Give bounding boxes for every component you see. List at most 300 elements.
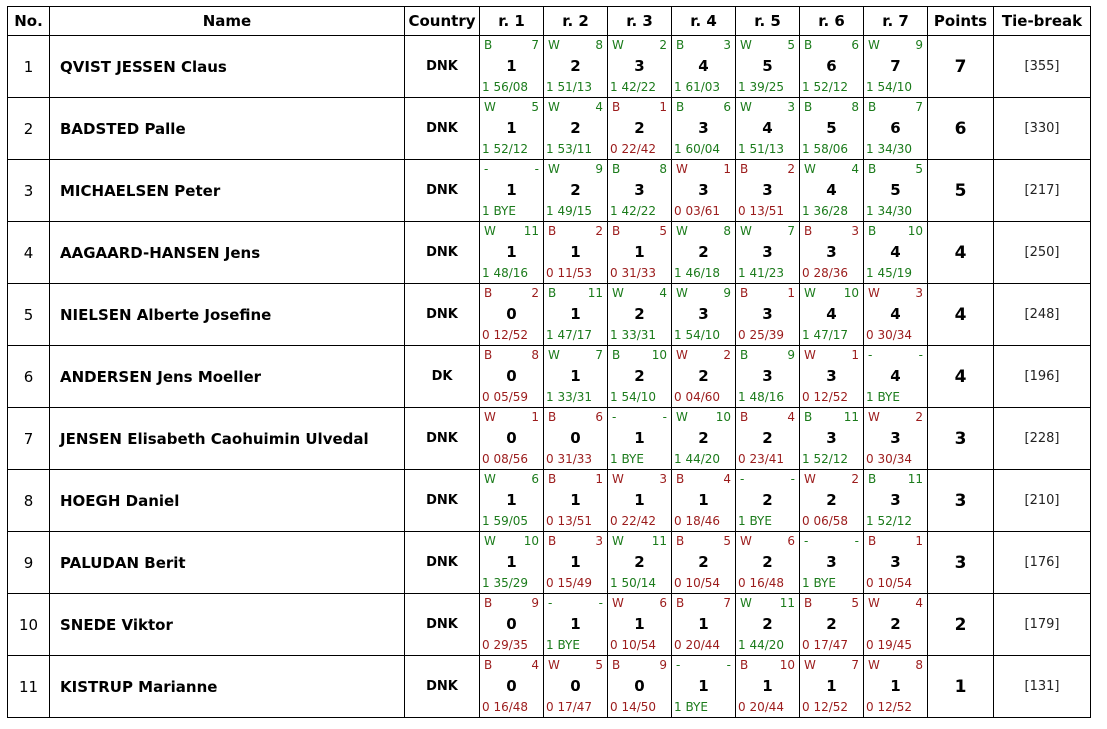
round-score: 1 [570, 491, 581, 509]
round-opponent: 10 [779, 658, 795, 672]
round-color: W [676, 162, 688, 176]
player-name: NIELSEN Alberte Josefine [50, 284, 405, 346]
round-score: 6 [890, 119, 901, 137]
round-opponent: 10 [907, 224, 923, 238]
round-opponent: 3 [723, 38, 731, 52]
round-result [736, 98, 799, 159]
round-score: 2 [826, 615, 837, 633]
round-score: 1 [698, 677, 709, 695]
player-country: DNK [405, 160, 480, 222]
round-opponent: 7 [915, 100, 923, 114]
player-name: BADSTED Palle [50, 98, 405, 160]
round-color: W [804, 348, 816, 362]
round-color: - [484, 162, 489, 176]
round-result [480, 656, 543, 717]
round-score: 3 [890, 429, 901, 447]
round-opponent: 8 [531, 348, 539, 362]
round-opponent: 4 [723, 472, 731, 486]
round-opponent: 2 [787, 162, 795, 176]
table-row [8, 470, 1091, 532]
round-opponent: 9 [595, 162, 603, 176]
round-detail: 0 10/54 [610, 638, 657, 652]
round-cell [864, 284, 928, 346]
table-row [8, 160, 1091, 222]
round-score: 1 [506, 181, 517, 199]
round-detail: 1 58/06 [802, 142, 849, 156]
player-number: 4 [8, 222, 50, 284]
round-result [672, 532, 735, 593]
round-color: W [484, 410, 496, 424]
round-cell [800, 222, 864, 284]
round-color: W [612, 472, 624, 486]
round-result [608, 160, 671, 221]
round-color: W [868, 286, 880, 300]
player-points: 6 [928, 98, 994, 160]
round-detail: 0 31/33 [546, 452, 593, 466]
round-detail: 1 59/05 [482, 514, 529, 528]
round-color: B [484, 596, 493, 610]
round-detail: 1 52/12 [802, 80, 849, 94]
round-color: B [676, 472, 685, 486]
round-detail: 0 18/46 [674, 514, 721, 528]
round-detail: 0 28/36 [802, 266, 849, 280]
round-result [800, 532, 863, 593]
round-detail: 0 12/52 [802, 390, 849, 404]
round-cell [736, 656, 800, 718]
round-result [608, 346, 671, 407]
round-color: B [804, 224, 813, 238]
round-score: 0 [570, 677, 581, 695]
round-result [480, 98, 543, 159]
round-score: 2 [698, 553, 709, 571]
player-points: 3 [928, 470, 994, 532]
round-color: B [612, 162, 621, 176]
round-cell [544, 594, 608, 656]
round-opponent: 4 [531, 658, 539, 672]
round-detail: 1 45/19 [866, 266, 913, 280]
round-opponent: 9 [659, 658, 667, 672]
round-result [672, 160, 735, 221]
round-result [864, 222, 927, 283]
player-tiebreak: [217] [994, 160, 1091, 222]
round-opponent: 1 [659, 100, 667, 114]
round-opponent: 1 [915, 534, 923, 548]
round-detail: 0 15/49 [546, 576, 593, 590]
round-cell [608, 656, 672, 718]
round-detail: 0 16/48 [738, 576, 785, 590]
round-cell [544, 36, 608, 98]
round-score: 7 [890, 57, 901, 75]
round-cell [544, 222, 608, 284]
round-result [480, 408, 543, 469]
round-color: - [804, 534, 809, 548]
player-number: 9 [8, 532, 50, 594]
round-detail: 1 52/12 [482, 142, 529, 156]
round-score: 2 [762, 615, 773, 633]
header-round-2: r. 2 [544, 7, 608, 36]
round-score: 3 [826, 367, 837, 385]
round-detail: 1 46/18 [674, 266, 721, 280]
round-result [864, 656, 927, 717]
round-color: B [612, 100, 621, 114]
round-color: W [612, 596, 624, 610]
round-color: B [804, 38, 813, 52]
round-cell [608, 470, 672, 532]
round-detail: 0 05/59 [482, 390, 529, 404]
round-cell [672, 222, 736, 284]
round-cell [672, 408, 736, 470]
round-detail: 1 42/22 [610, 204, 657, 218]
round-opponent: 5 [851, 596, 859, 610]
round-cell [672, 532, 736, 594]
round-color: B [548, 224, 557, 238]
player-country: DNK [405, 98, 480, 160]
player-tiebreak: [176] [994, 532, 1091, 594]
round-opponent: - [598, 596, 603, 610]
round-cell [544, 656, 608, 718]
round-detail: 0 17/47 [546, 700, 593, 714]
player-points: 1 [928, 656, 994, 718]
round-result [544, 36, 607, 97]
player-points: 2 [928, 594, 994, 656]
player-name: PALUDAN Berit [50, 532, 405, 594]
round-detail: 1 56/08 [482, 80, 529, 94]
round-score: 2 [634, 305, 645, 323]
player-name: JENSEN Elisabeth Caohuimin Ulvedal [50, 408, 405, 470]
round-opponent: - [726, 658, 731, 672]
round-result [480, 532, 543, 593]
round-score: 5 [890, 181, 901, 199]
round-detail: 1 61/03 [674, 80, 721, 94]
round-color: W [804, 286, 816, 300]
round-result [864, 98, 927, 159]
header-round-7: r. 7 [864, 7, 928, 36]
round-opponent: 10 [523, 534, 539, 548]
round-color: W [548, 658, 560, 672]
round-detail: 0 03/61 [674, 204, 721, 218]
player-points: 4 [928, 222, 994, 284]
player-tiebreak: [355] [994, 36, 1091, 98]
round-score: 4 [826, 305, 837, 323]
table-row [8, 98, 1091, 160]
round-result [864, 284, 927, 345]
round-cell [800, 36, 864, 98]
round-detail: 0 20/44 [738, 700, 785, 714]
round-color: B [740, 658, 749, 672]
round-color: W [676, 348, 688, 362]
round-cell [736, 470, 800, 532]
round-result [736, 222, 799, 283]
round-detail: 0 08/56 [482, 452, 529, 466]
round-cell [864, 222, 928, 284]
round-opponent: 2 [531, 286, 539, 300]
round-score: 0 [506, 367, 517, 385]
round-result [736, 656, 799, 717]
round-score: 4 [826, 181, 837, 199]
round-result [800, 470, 863, 531]
round-detail: 0 31/33 [610, 266, 657, 280]
player-tiebreak: [330] [994, 98, 1091, 160]
round-cell [864, 532, 928, 594]
round-score: 2 [634, 553, 645, 571]
round-cell [864, 408, 928, 470]
player-country: DNK [405, 594, 480, 656]
header-round-1: r. 1 [480, 7, 544, 36]
round-color: W [548, 162, 560, 176]
player-name: ANDERSEN Jens Moeller [50, 346, 405, 408]
round-opponent: 11 [779, 596, 795, 610]
round-result [864, 160, 927, 221]
round-cell [736, 532, 800, 594]
round-opponent: 8 [723, 224, 731, 238]
round-detail: 1 54/10 [610, 390, 657, 404]
player-points: 5 [928, 160, 994, 222]
round-result [736, 470, 799, 531]
round-result [736, 594, 799, 655]
round-result [736, 36, 799, 97]
round-color: B [612, 658, 621, 672]
round-score: 2 [570, 57, 581, 75]
round-result [608, 470, 671, 531]
round-color: B [548, 410, 557, 424]
round-opponent: 1 [595, 472, 603, 486]
round-opponent: 1 [531, 410, 539, 424]
round-color: W [740, 38, 752, 52]
round-detail: 1 36/28 [802, 204, 849, 218]
round-cell [672, 656, 736, 718]
round-color: B [740, 410, 749, 424]
player-number: 5 [8, 284, 50, 346]
round-color: - [740, 472, 745, 486]
round-result [544, 470, 607, 531]
round-opponent: 5 [723, 534, 731, 548]
round-color: B [868, 534, 877, 548]
round-color: B [548, 472, 557, 486]
round-cell [800, 532, 864, 594]
round-opponent: 4 [659, 286, 667, 300]
round-color: B [548, 286, 557, 300]
round-score: 2 [762, 553, 773, 571]
round-opponent: - [790, 472, 795, 486]
round-result [736, 160, 799, 221]
round-detail: 1 34/30 [866, 204, 913, 218]
table-row [8, 36, 1091, 98]
round-score: 3 [762, 181, 773, 199]
round-cell [608, 36, 672, 98]
round-result [864, 532, 927, 593]
round-score: 3 [826, 429, 837, 447]
round-opponent: 8 [659, 162, 667, 176]
round-cell [480, 470, 544, 532]
round-result [544, 594, 607, 655]
player-name: KISTRUP Marianne [50, 656, 405, 718]
round-cell [736, 160, 800, 222]
round-result [736, 532, 799, 593]
round-score: 3 [762, 243, 773, 261]
round-cell [480, 408, 544, 470]
round-color: W [868, 38, 880, 52]
round-score: 1 [570, 305, 581, 323]
header-country: Country [405, 7, 480, 36]
round-color: W [548, 348, 560, 362]
round-cell [544, 98, 608, 160]
player-points: 4 [928, 284, 994, 346]
table-row [8, 594, 1091, 656]
round-opponent: 6 [659, 596, 667, 610]
round-cell [800, 594, 864, 656]
player-number: 8 [8, 470, 50, 532]
round-cell [800, 470, 864, 532]
round-opponent: 9 [723, 286, 731, 300]
round-score: 3 [698, 181, 709, 199]
round-result [544, 284, 607, 345]
round-score: 2 [634, 367, 645, 385]
round-cell [800, 346, 864, 408]
round-cell [544, 160, 608, 222]
round-color: - [868, 348, 873, 362]
round-opponent: 11 [651, 534, 667, 548]
round-result [800, 594, 863, 655]
round-opponent: 6 [787, 534, 795, 548]
player-name: QVIST JESSEN Claus [50, 36, 405, 98]
round-color: W [484, 472, 496, 486]
player-tiebreak: [196] [994, 346, 1091, 408]
round-score: 3 [826, 243, 837, 261]
round-cell [864, 656, 928, 718]
round-result [480, 36, 543, 97]
round-result [480, 594, 543, 655]
round-score: 1 [826, 677, 837, 695]
round-opponent: 2 [851, 472, 859, 486]
round-color: B [868, 162, 877, 176]
round-color: B [676, 100, 685, 114]
round-detail: 1 BYE [482, 204, 516, 218]
round-result [672, 408, 735, 469]
round-cell [672, 160, 736, 222]
round-detail: 0 04/60 [674, 390, 721, 404]
round-detail: 0 22/42 [610, 514, 657, 528]
round-opponent: 9 [787, 348, 795, 362]
round-detail: 0 22/42 [610, 142, 657, 156]
round-color: B [804, 596, 813, 610]
header-round-4: r. 4 [672, 7, 736, 36]
round-cell [672, 36, 736, 98]
round-opponent: 6 [595, 410, 603, 424]
round-score: 1 [890, 677, 901, 695]
round-cell [864, 160, 928, 222]
round-score: 3 [826, 553, 837, 571]
round-detail: 0 17/47 [802, 638, 849, 652]
round-result [544, 408, 607, 469]
round-result [480, 346, 543, 407]
round-result [480, 222, 543, 283]
round-opponent: 9 [531, 596, 539, 610]
table-row [8, 222, 1091, 284]
round-detail: 1 41/23 [738, 266, 785, 280]
round-result [672, 656, 735, 717]
round-result [736, 408, 799, 469]
player-number: 7 [8, 408, 50, 470]
round-score: 2 [698, 429, 709, 447]
round-cell [544, 408, 608, 470]
round-result [544, 656, 607, 717]
round-opponent: 3 [851, 224, 859, 238]
round-color: B [484, 658, 493, 672]
round-result [672, 346, 735, 407]
round-color: B [676, 38, 685, 52]
round-result [608, 408, 671, 469]
round-color: W [548, 38, 560, 52]
round-detail: 0 16/48 [482, 700, 529, 714]
table-row [8, 532, 1091, 594]
round-detail: 0 11/53 [546, 266, 593, 280]
round-color: W [804, 658, 816, 672]
round-opponent: 7 [851, 658, 859, 672]
round-detail: 1 39/25 [738, 80, 785, 94]
round-color: B [868, 472, 877, 486]
round-detail: 0 10/54 [674, 576, 721, 590]
round-detail: 1 33/31 [610, 328, 657, 342]
round-color: B [484, 286, 493, 300]
round-detail: 1 54/10 [866, 80, 913, 94]
round-score: 3 [698, 119, 709, 137]
round-score: 0 [506, 429, 517, 447]
round-cell [608, 532, 672, 594]
round-result [608, 36, 671, 97]
round-score: 5 [826, 119, 837, 137]
round-color: B [612, 224, 621, 238]
round-score: 2 [634, 119, 645, 137]
round-detail: 0 10/54 [866, 576, 913, 590]
round-opponent: 11 [523, 224, 539, 238]
round-color: W [484, 100, 496, 114]
round-score: 2 [698, 367, 709, 385]
player-number: 1 [8, 36, 50, 98]
round-detail: 1 48/16 [738, 390, 785, 404]
crosstable [7, 6, 1091, 718]
round-score: 1 [570, 367, 581, 385]
player-tiebreak: [210] [994, 470, 1091, 532]
round-opponent: 10 [651, 348, 667, 362]
round-color: B [740, 348, 749, 362]
player-points: 7 [928, 36, 994, 98]
round-color: - [548, 596, 553, 610]
round-opponent: - [534, 162, 539, 176]
table-row [8, 408, 1091, 470]
round-opponent: 7 [723, 596, 731, 610]
round-detail: 1 33/31 [546, 390, 593, 404]
round-color: - [676, 658, 681, 672]
player-country: DNK [405, 408, 480, 470]
round-detail: 1 44/20 [674, 452, 721, 466]
player-number: 2 [8, 98, 50, 160]
round-detail: 1 42/22 [610, 80, 657, 94]
round-opponent: 4 [851, 162, 859, 176]
round-color: B [740, 286, 749, 300]
round-result [608, 532, 671, 593]
header-tiebreak: Tie-break [994, 7, 1091, 36]
round-detail: 1 47/17 [802, 328, 849, 342]
round-score: 4 [890, 367, 901, 385]
round-score: 1 [570, 553, 581, 571]
round-opponent: 2 [723, 348, 731, 362]
round-detail: 1 51/13 [546, 80, 593, 94]
round-result [544, 98, 607, 159]
round-result [672, 594, 735, 655]
round-opponent: 11 [587, 286, 603, 300]
round-opponent: 5 [595, 658, 603, 672]
round-opponent: 11 [843, 410, 859, 424]
